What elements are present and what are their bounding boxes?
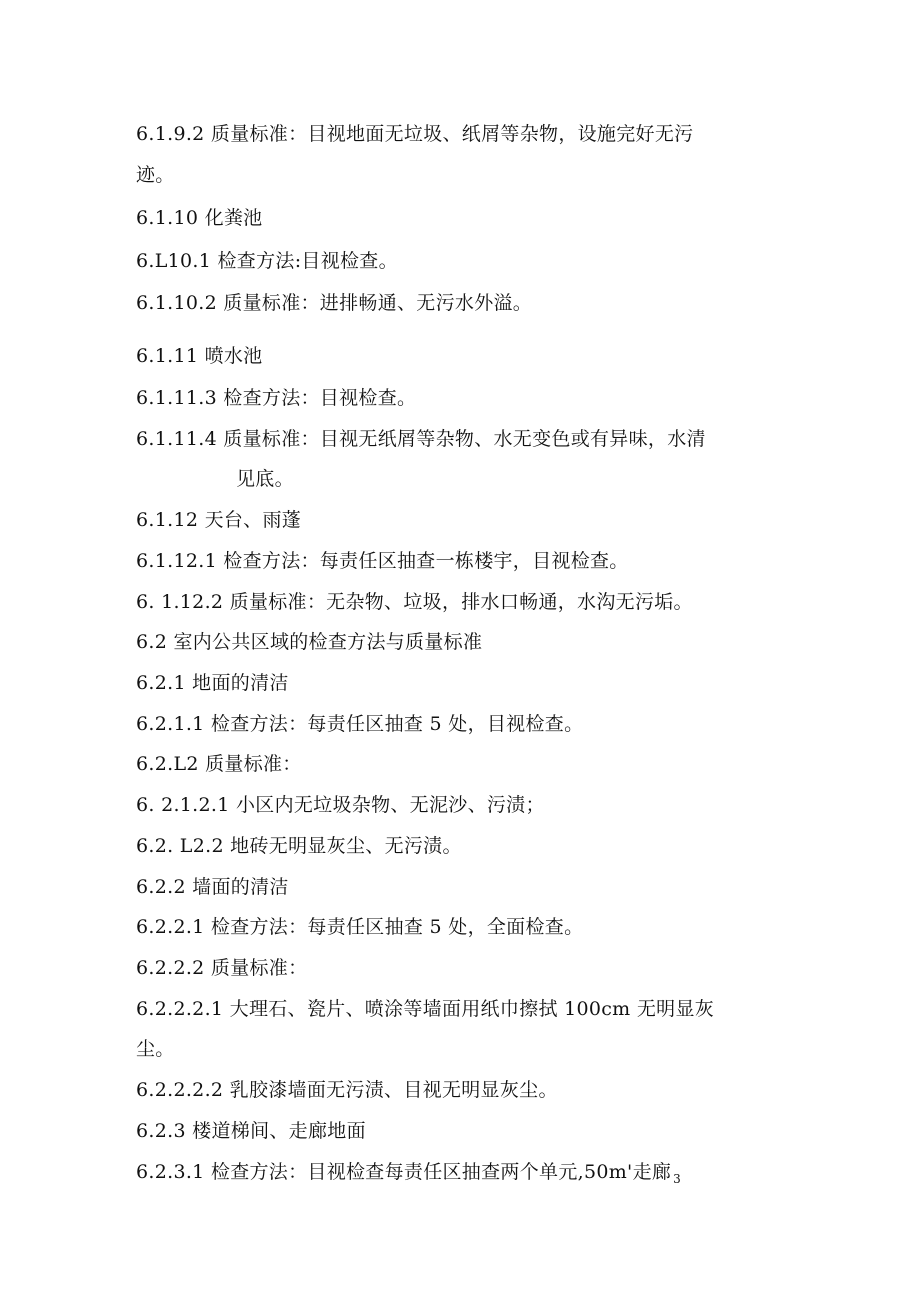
text-line: 6.1.9.2 质量标准：目视地面无垃圾、纸屑等杂物，设施完好无污	[136, 123, 694, 145]
text-line: 6.2.2.2.1 大理石、瓷片、喷涂等墙面用纸巾擦拭 100cm 无明显灰	[136, 998, 715, 1020]
text-line: 迹。	[136, 164, 175, 186]
text-line: 6.L10.1 检查方法:目视检查。	[136, 250, 398, 272]
section-heading: 6.1.12 天台、雨蓬	[136, 509, 302, 531]
text-line: 6.1.10.2 质量标准：进排畅通、无污水外溢。	[136, 292, 533, 314]
text-line: 6. 2.1.2.1 小区内无垃圾杂物、无泥沙、污渍；	[136, 794, 545, 816]
section-heading: 6.2.1 地面的清洁	[136, 672, 289, 694]
text-line: 6.2.2.2 质量标准：	[136, 957, 308, 979]
text-line: 6.2.2.1 检查方法：每责任区抽查 5 处，全面检查。	[136, 916, 584, 938]
text-line: 6.2.L2 质量标准：	[136, 753, 302, 775]
text-line	[136, 1160, 681, 1191]
text-line: 尘。	[136, 1038, 175, 1060]
section-heading: 6.2.3 楼道梯间、走廊地面	[136, 1120, 366, 1142]
text-line: 6. 1.12.2 质量标准：无杂物、垃圾，排水口畅通，水沟无污垢。	[136, 591, 693, 613]
text-line: 6.1.11.3 检查方法：目视检查。	[136, 387, 417, 409]
text-line: 6.2. L2.2 地砖无明显灰尘、无污渍。	[136, 835, 462, 857]
text-line: 6.2.1.1 检查方法：每责任区抽查 5 处，目视检查。	[136, 713, 584, 735]
text-line: 6.1.12.1 检查方法：每责任区抽查一栋楼宇，目视检查。	[136, 550, 629, 572]
page-number: 3	[673, 1172, 682, 1186]
section-heading: 6.1.10 化粪池	[136, 207, 263, 229]
text-line: 6.1.11.4 质量标准：目视无纸屑等杂物、水无变色或有异味，水清	[136, 428, 706, 450]
section-heading: 6.1.11 喷水池	[136, 345, 263, 367]
text-line: 6.2.2.2.2 乳胶漆墙面无污渍、目视无明显灰尘。	[136, 1079, 558, 1101]
section-heading: 6.2 室内公共区域的检查方法与质量标准	[136, 631, 483, 653]
text-line-content: 6.2.3.1 检查方法：目视检查每责任区抽查两个单元,50m'走廊	[136, 1161, 672, 1183]
text-line: 见底。	[236, 468, 294, 490]
section-heading: 6.2.2 墙面的清洁	[136, 876, 289, 898]
